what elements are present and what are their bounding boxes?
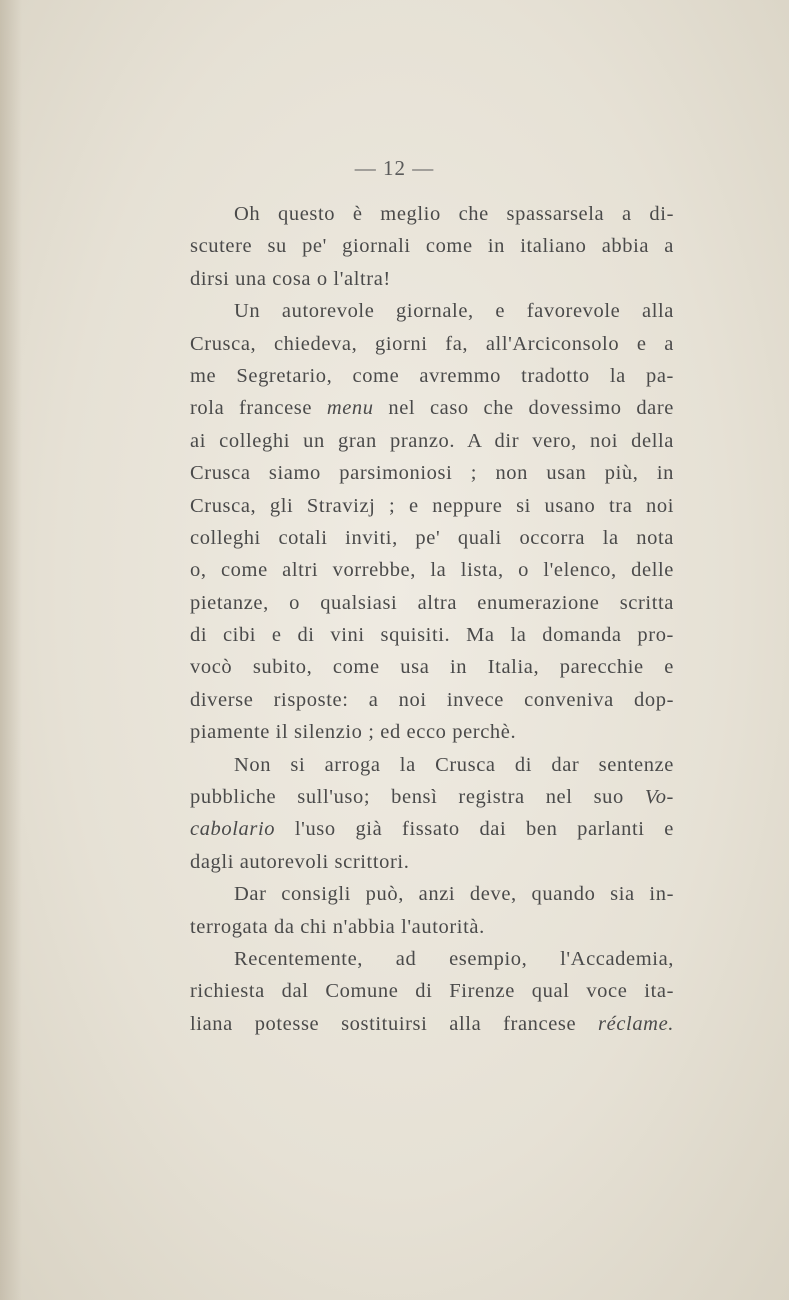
text-line: [190, 975, 674, 1007]
text-segment: piamente il silenzio ; ed ecco perchè.: [190, 721, 517, 744]
text-line: [190, 457, 674, 489]
text-segment: pietanze, o qualsiasi altra enumerazione scritta: [190, 591, 674, 614]
text-line: [190, 651, 674, 683]
text-segment: pubbliche sull'uso; bensì registra nel suo: [190, 786, 645, 809]
text-line: [190, 490, 674, 522]
text-segment: Crusca siamo parsimoniosi ; non usan più, in: [190, 462, 674, 485]
text-line: [190, 230, 674, 262]
text-segment: richiesta dal Comune di Firenze qual voce ita-: [190, 980, 674, 1003]
italic-word: cabolario: [190, 818, 276, 841]
text-line: [190, 846, 674, 878]
text-line: [190, 911, 674, 943]
text-segment: ai colleghi un gran pranzo. A dir vero, noi della: [190, 429, 674, 452]
italic-word: Vo-: [644, 786, 674, 809]
text-segment: dagli autorevoli scrittori.: [190, 850, 410, 873]
text-segment: Dar consigli può, anzi deve, quando sia in-: [234, 883, 674, 906]
page-number: — 12 —: [354, 156, 435, 180]
italic-word: menu: [326, 397, 374, 420]
text-line: [190, 1008, 674, 1040]
text-line: [190, 522, 674, 554]
text-segment: terrogata da chi n'abbia l'autorità.: [190, 915, 485, 938]
text-line: [190, 749, 674, 781]
text-segment: vocò subito, come usa in Italia, parecchie e: [190, 656, 674, 679]
text-segment: colleghi cotali inviti, pe' quali occorra la nota: [190, 526, 674, 549]
text-line: [190, 263, 674, 295]
text-segment: Recentemente, ad esempio, l'Accademia,: [234, 947, 674, 970]
text-line: [190, 878, 674, 910]
text-line: [190, 198, 674, 230]
text-segment: Non si arroga la Crusca di dar sentenze: [234, 753, 674, 776]
text-segment: l'uso già fissato dai ben parlanti e: [275, 818, 674, 841]
text-segment: Un autorevole giornale, e favorevole alla: [234, 300, 674, 323]
text-segment: scutere su pe' giornali come in italiano abbia a: [190, 235, 674, 258]
text-segment: nel caso che dovessimo dare: [373, 397, 674, 420]
text-line: [190, 684, 674, 716]
text-segment: rola francese: [190, 397, 327, 420]
text-line: [190, 716, 674, 748]
text-line: [190, 392, 674, 424]
text-line: [190, 425, 674, 457]
text-segment: me Segretario, come avremmo tradotto la pa-: [190, 364, 674, 387]
text-segment: di cibi e di vini squisiti. Ma la domanda pro-: [190, 624, 674, 647]
text-segment: Crusca, gli Stravizj ; e neppure si usano tra noi: [190, 494, 674, 517]
text-line: [190, 587, 674, 619]
text-line: [190, 813, 674, 845]
text-segment: dirsi una cosa o l'altra!: [190, 267, 391, 290]
text-line: [190, 943, 674, 975]
text-segment: diverse risposte: a noi invece conveniva dop-: [190, 688, 674, 711]
text-line: [190, 619, 674, 651]
text-segment: Oh questo è meglio che spassarsela a di-: [234, 203, 674, 225]
text-segment: liana potesse sostituirsi alla francese: [190, 1012, 599, 1035]
text-segment: Crusca, chiedeva, giorni fa, all'Arciconsolo e a: [190, 332, 674, 355]
text-line: [190, 328, 674, 360]
text-line: [190, 295, 674, 327]
text-line: [190, 554, 674, 586]
text-line: [190, 781, 674, 813]
text-line: [190, 360, 674, 392]
text-segment: o, come altri vorrebbe, la lista, o l'elenco, delle: [190, 559, 674, 582]
page-body-text: [190, 198, 674, 1040]
italic-word: réclame.: [598, 1012, 674, 1035]
